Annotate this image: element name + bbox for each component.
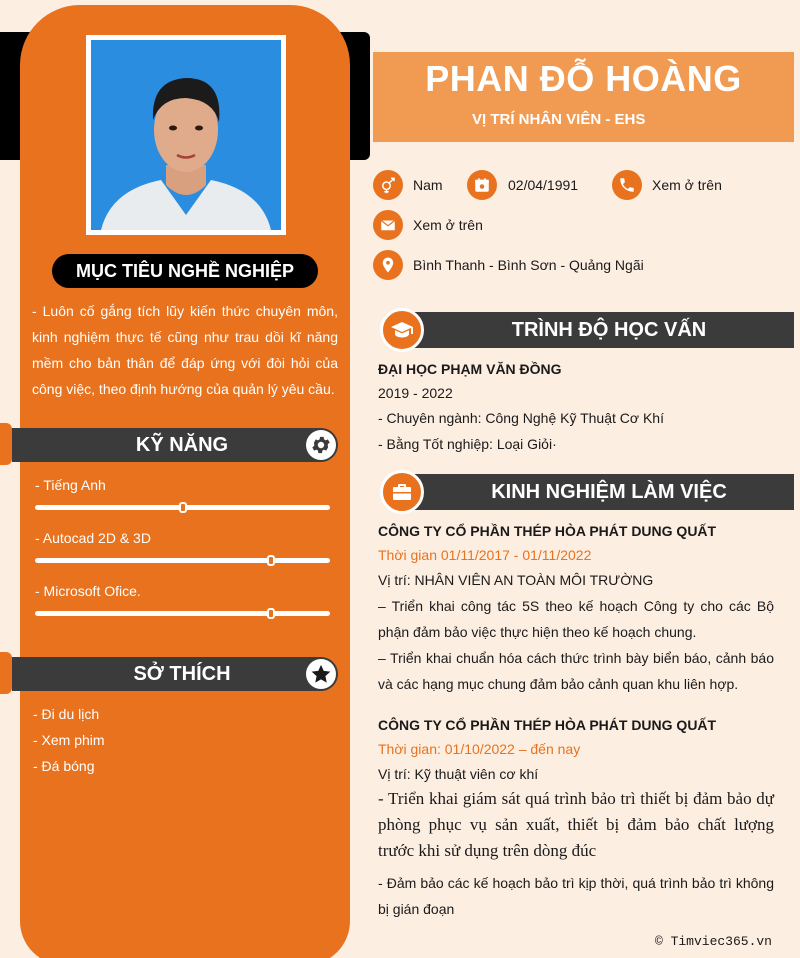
gender-value: Nam	[413, 177, 443, 193]
job-company: CÔNG TY CỔ PHẦN THÉP HÒA PHÁT DUNG QUẤT	[378, 523, 717, 539]
education-title: TRÌNH ĐỘ HỌC VẤN	[410, 312, 794, 348]
hobby-item: - Đi du lịch	[33, 706, 100, 722]
briefcase-icon	[380, 470, 424, 514]
gear-icon	[306, 430, 336, 460]
hobbies-title: SỞ THÍCH	[133, 663, 231, 685]
job-description: - Triển khai giám sát quá trình bảo trì thiết bị đảm bảo dự phòng phục vụ sản xuất, thiết bị đảm bảo chất lượng trước khi sử dụng trên dòng đúc	[378, 789, 774, 860]
school-years: 2019 - 2022	[378, 385, 453, 401]
job-description: – Triển khai công tác 5S theo kế hoạch Công ty cho các Bộ phận đảm bảo việc thực hiện theo kế hoạch chung.	[378, 598, 774, 640]
location-icon	[373, 250, 403, 280]
school-major: - Chuyên ngành: Công Nghệ Kỹ Thuật Cơ Khí	[378, 410, 664, 426]
job-description: - Đảm bảo các kế hoạch bảo trì kịp thời, quá trình bảo trì không bị gián đoạn	[378, 875, 774, 917]
school-name: ĐẠI HỌC PHẠM VĂN ĐỒNG	[378, 361, 562, 377]
skill-bar-office	[35, 611, 330, 616]
name-band	[373, 52, 794, 142]
email-icon	[373, 210, 403, 240]
hobby-item: - Đá bóng	[33, 758, 95, 774]
skill-label-office: - Microsoft Ofice.	[35, 583, 141, 599]
star-icon	[306, 659, 336, 689]
job-role: Vị trí: Kỹ thuật viên cơ khí	[378, 766, 539, 782]
skill-bar-autocad	[35, 558, 330, 563]
phone-value: Xem ở trên	[652, 177, 722, 193]
school-degree: - Bằng Tốt nghiệp: Loại Giỏi·	[378, 436, 557, 452]
email-value: Xem ở trên	[413, 217, 483, 233]
objective-text: - Luôn cố gắng tích lũy kiến thức chuyên môn, kinh nghiệm thực tế cũng như trau dồi kĩ năng mềm cho bản thân để đáp ứng với đòi hỏi của công việc, theo định hướng của quản lý yêu cầu.	[32, 303, 338, 397]
footer-credit: © Timviec365.vn	[654, 934, 772, 949]
full-name: PHAN ĐỖ HOÀNG	[425, 58, 742, 99]
objective-title: MỤC TIÊU NGHỀ NGHIỆP	[52, 254, 318, 288]
hobby-item: - Xem phim	[33, 732, 105, 748]
graduation-cap-icon	[380, 308, 424, 352]
avatar	[91, 40, 281, 230]
job-time: Thời gian: 01/10/2022 – đến nay	[378, 741, 581, 757]
skill-knob	[179, 502, 187, 513]
skill-label-english: - Tiếng Anh	[35, 477, 106, 493]
birthday-value: 02/04/1991	[508, 177, 579, 193]
skills-title: KỸ NĂNG	[135, 434, 229, 456]
phone-icon	[612, 170, 642, 200]
education-header	[380, 310, 794, 348]
skills-tab-decoration	[0, 423, 12, 465]
job-company: CÔNG TY CỔ PHẦN THÉP HÒA PHÁT DUNG QUẤT	[378, 717, 717, 733]
job-description: – Triển khai chuẩn hóa cách thức trình bày biển báo, cảnh báo và các hạng mục chung đảm bảo cảnh quan khu liên hợp.	[378, 650, 774, 692]
job-role: Vị trí: NHÂN VIÊN AN TOÀN MÔI TRƯỜNG	[378, 572, 654, 588]
address-value: Bình Thanh - Bình Sơn - Quảng Ngãi	[413, 257, 644, 273]
hobbies-tab-decoration	[0, 652, 12, 694]
calendar-icon	[467, 170, 497, 200]
gender-icon	[373, 170, 403, 200]
profile-photo	[86, 35, 286, 235]
job-position: VỊ TRÍ NHÂN VIÊN - EHS	[472, 111, 646, 128]
skill-bar-english	[35, 505, 330, 510]
experience-title: KINH NGHIỆM LÀM VIỆC	[410, 474, 794, 510]
job-time: Thời gian 01/11/2017 - 01/11/2022	[378, 547, 592, 563]
skill-knob	[267, 555, 275, 566]
experience-header	[380, 472, 794, 510]
skills-header	[12, 428, 338, 462]
skill-knob	[267, 608, 275, 619]
skill-label-autocad: - Autocad 2D & 3D	[35, 530, 151, 546]
hobbies-header	[12, 657, 338, 691]
